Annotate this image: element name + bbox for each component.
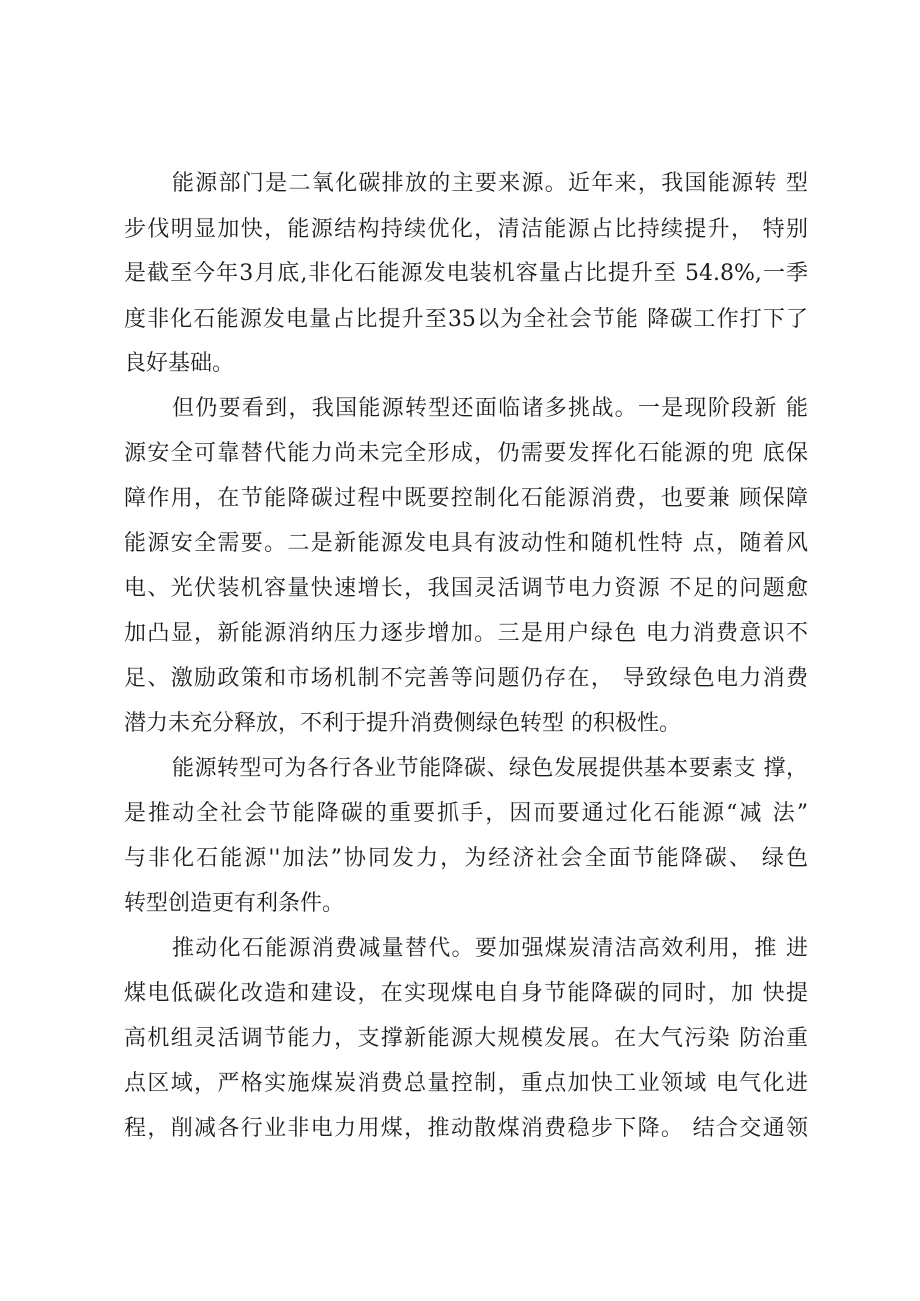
text-line: 步伐明显加快，能源结构持续优化，清洁能源占比持续提升， 特别 [124,217,808,242]
text-line: 转型创造更有利条件。 [124,891,345,916]
text-line: 障作用，在节能降碳过程中既要控制化石能源消费，也要兼 顾保障 [124,486,808,511]
text-line: 能源部门是二氧化碳排放的主要来源。近年来，我国能源转 型 [172,171,808,196]
text-line: 推动化石能源消费减量替代。要加强煤炭清洁高效利用，推 进 [172,936,808,961]
text-line: 点区域，严格实施煤炭消费总量控制，重点加快工业领域 电气化进 [124,1071,808,1096]
text-line: 煤电低碳化改造和建设，在实现煤电自身节能降碳的同时，加 快提 [124,981,808,1006]
text-line: 能源安全需要。二是新能源发电具有波动性和随机性特 点，随着风 [124,531,808,556]
text-line: 能源转型可为各行各业节能降碳、绿色发展提供基本要素支 撑， [172,756,808,781]
text-line: 电、光伏装机容量快速增长，我国灵活调节电力资源 不足的问题愈 [124,576,808,601]
text-line: 与非化石能源''加法”协同发力，为经济社会全面节能降碳、 绿色 [124,846,808,871]
text-line: 良好基础。 [124,351,235,376]
text-line: 潜力未充分释放，不利于提升消费侧绿色转型 的积极性。 [124,711,681,736]
text-line: 是推动全社会节能降碳的重要抓手，因而要通过化石能源“减 法” [124,801,808,826]
text-line: 高机组灵活调节能力，支撑新能源大规模发展。在大气污染 防治重 [124,1026,808,1051]
text-line: 源安全可靠替代能力尚未完全形成，仍需要发挥化石能源的兜 底保 [124,441,808,466]
text-line: 足、激励政策和市场机制不完善等问题仍存在， 导致绿色电力消费 [124,666,808,691]
text-line: 程，削减各行业非电力用煤，推动散煤消费稳步下降。 结合交通领 [124,1116,808,1141]
text-line: 但仍要看到，我国能源转型还面临诸多挑战。一是现阶段新 能 [172,396,808,421]
text-line: 度非化石能源发电量占比提升至35以为全社会节能 降碳工作打下了 [124,307,808,332]
text-line: 加凸显，新能源消纳压力逐步增加。三是用户绿色 电力消费意识不 [124,621,808,646]
text-line: 是截至今年3月底,非化石能源发电装机容量占比提升至 54.8%,一季 [124,261,808,286]
